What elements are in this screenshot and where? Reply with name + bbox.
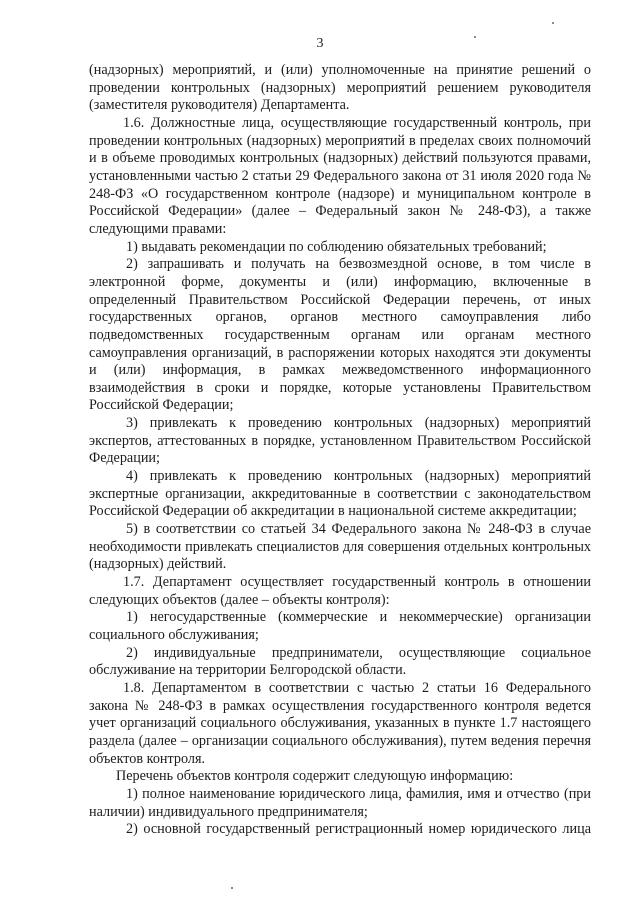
list-item-1-7-1: 1) негосударственные (коммерческие и некоммерческие) организации социального обслуживания;: [89, 609, 591, 643]
list-item-2: 2) запрашивать и получать на безвозмездной основе, в том числе в электронной форме, документы и (или) информацию, включенные в определенный Правительством Российской Федерации перечень, от иных государственных органов, органов местного самоуправления либо подведомственных государственным органам или органам местного самоуправления организаций, в распоряжении которых находятся эти документы и (или) информация, в рамках межведомственного информационного взаимодействия в сроки и порядке, которые установлены Правительством Российской Федерации;: [89, 256, 591, 414]
list-item-3: 3) привлекать к проведению контрольных (надзорных) мероприятий экспертов, аттестованных в порядке, установленном Правительством Российской Федерации;: [89, 415, 591, 467]
scan-speck: [474, 36, 476, 38]
document-body: [89, 62, 591, 839]
page-number: 3: [316, 36, 324, 51]
list-item-1-7-2: 2) индивидуальные предприниматели, осуществляющие социальное обслуживание на территории Белгородской области.: [89, 644, 591, 679]
paragraph-1-7: 1.7. Департамент осуществляет государственный контроль в отношении следующих объектов (далее – объекты контроля):: [89, 574, 591, 608]
list-item-1: 1) выдавать рекомендации по соблюдению обязательных требований;: [126, 238, 547, 255]
scan-speck: [231, 887, 233, 889]
paragraph-continuation: (надзорных) мероприятий, и (или) уполномоченные на принятие решений о проведении контрольных (надзорных) мероприятий решением руководителя (заместителя руководителя) Департамента.: [89, 62, 591, 114]
list-item-info-2: 2) основной государственный регистрационный номер юридического лица: [126, 821, 591, 838]
list-item-5: 5) в соответствии со статьей 34 Федерального закона № 248-ФЗ в случае необходимости привлекать специалистов для совершения отдельных контрольных (надзорных) действий.: [89, 521, 591, 573]
paragraph-list-intro: Перечень объектов контроля содержит следующую информацию:: [116, 768, 514, 785]
paragraph-1-6: 1.6. Должностные лица, осуществляющие государственный контроль, при проведении контрольных (надзорных) мероприятий в пределах своих полномочий и в объеме проводимых контрольных (надзорных) действий пользуются правами, установленными частью 2 статьи 29 Федерального закона от 31 июля 2020 года № 248-ФЗ «О государственном контроле (надзоре) и муниципальном контроле в Российской Федерации» (далее – Федеральный закон № 248-ФЗ), а также следующими правами:: [89, 114, 591, 237]
list-item-4: 4) привлекать к проведению контрольных (надзорных) мероприятий экспертные организации, аккредитованные в соответствии с законодательством Российской Федерации об аккредитации в национальной системе аккредитации;: [89, 468, 591, 520]
list-item-info-1: 1) полное наименование юридического лица, фамилия, имя и отчество (при наличии) индивидуального предпринимателя;: [89, 785, 591, 820]
scan-speck: [552, 22, 554, 24]
paragraph-1-8: 1.8. Департаментом в соответствии с частью 2 статьи 16 Федерального закона № 248-ФЗ в рамках осуществления государственного контроля ведется учет организаций социального обслуживания, указанных в пункте 1.7 настоящего раздела (далее – организации социального обслуживания), путем ведения перечня объектов контроля.: [89, 679, 591, 767]
